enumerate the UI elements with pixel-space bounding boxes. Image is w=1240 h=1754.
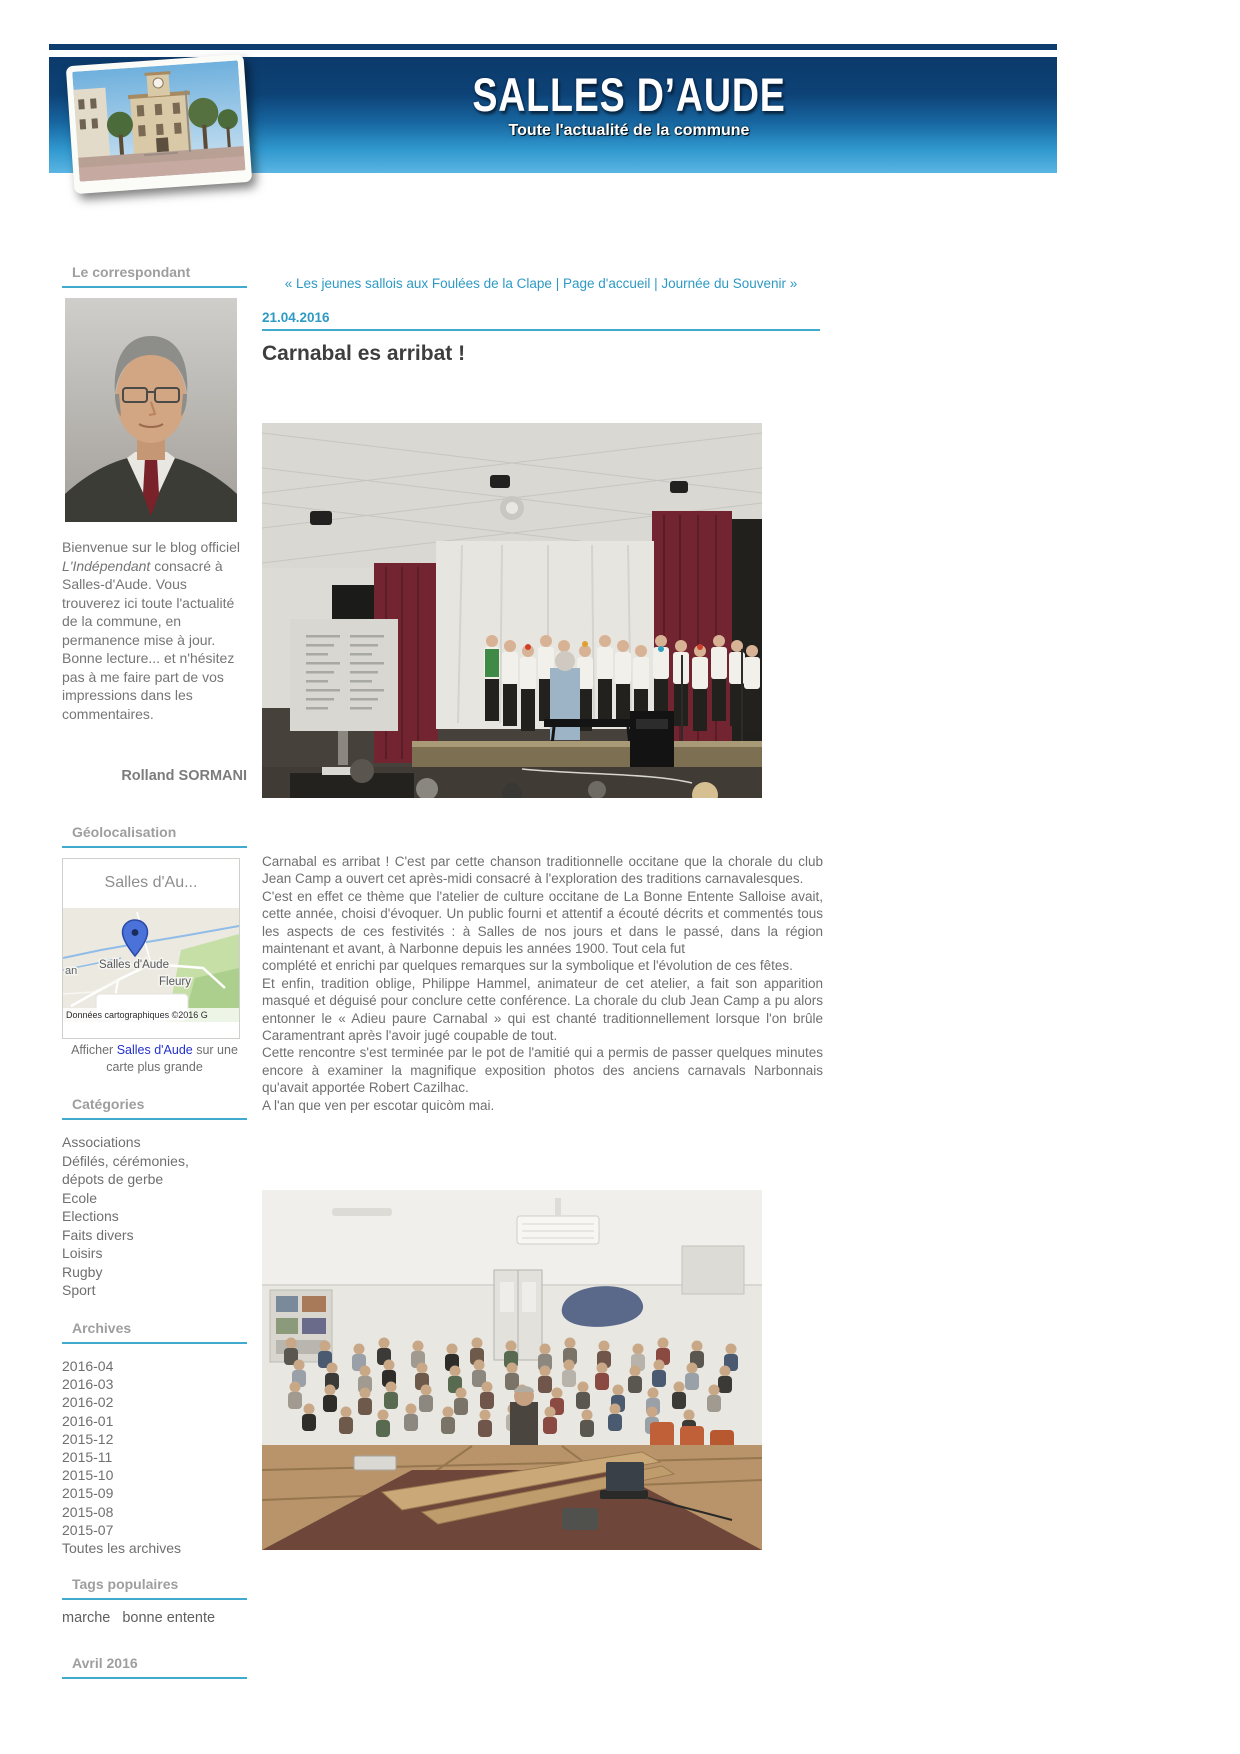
- post-date-rule: [262, 329, 820, 331]
- header-top-rule: [49, 44, 1057, 50]
- article-paragraph: Et enfin, tradition oblige, Philippe Hammel, animateur de cet atelier, a fait son apparition masqué et déguisé pour conclure cette conférence. La chorale du club Jean Camp a pu alors entonner le « Adieu paure Carnabal » qui est chanté traditionnellement lorsque l'on brûle Caramentrant après l'avoir jugé coupable de tout.: [262, 975, 823, 1044]
- correspondent-bio: [62, 538, 245, 723]
- category-link[interactable]: Rugby: [62, 1263, 103, 1280]
- site-title: SALLES D’AUDE: [472, 68, 786, 121]
- article-paragraph: Cette rencontre s'est terminée par le pot de l'amitié qui a permis de passer quelques minutes encore à examiner la magnifique exposition photos des anciens carnavals Narbonnais qu'avait apportée Robert Cazilhac.: [262, 1045, 823, 1096]
- post-date: 21.04.2016: [262, 310, 330, 325]
- article-paragraph: C'est en effet ce thème que l'atelier de culture occitane de La Bonne Entente Salloise avait, cette année, choisi d'évoquer. Un public fourni et attentif a écouté décrits et commentés tous les aspects de ces festivités : à Salles de nos jours et dans le passé, dans la région maintenant et avant, à Narbonne depuis les années 1900. Tout cela fut: [262, 888, 823, 957]
- archive-link[interactable]: 2015-12: [62, 1430, 114, 1447]
- map-canvas[interactable]: [63, 908, 239, 1022]
- archive-link[interactable]: 2016-04: [62, 1358, 114, 1374]
- archive-link[interactable]: 2015-08: [62, 1503, 114, 1520]
- category-link[interactable]: Faits divers: [62, 1226, 134, 1243]
- map-link-before: Afficher: [71, 1043, 117, 1057]
- archive-link[interactable]: Toutes les archives: [62, 1540, 182, 1557]
- correspondent-name: Rolland SORMANI: [121, 768, 247, 784]
- map-link-after: sur une carte plus grande: [106, 1043, 238, 1074]
- category-link[interactable]: Loisirs: [62, 1245, 103, 1261]
- tags-list: [62, 1610, 247, 1626]
- category-link[interactable]: Elections: [62, 1208, 119, 1224]
- tag-link[interactable]: marche: [62, 1610, 111, 1626]
- sidebar-heading-tags: Tags populaires: [62, 1576, 247, 1600]
- article-photo-audience: [262, 1190, 762, 1550]
- categories-list: [62, 1133, 234, 1300]
- archive-link[interactable]: 2015-10: [62, 1467, 114, 1484]
- sidebar-heading-geolocation: Géolocalisation: [62, 824, 247, 848]
- map-link-line: [62, 1042, 247, 1076]
- archive-link[interactable]: 2015-09: [62, 1485, 114, 1502]
- map-label-fleury: Fleury: [159, 976, 191, 988]
- article-paragraph: Carnabal es arribat ! C'est par cette chanson traditionnelle occitane que la chorale du club Jean Camp a ouvert cet après-midi consacré à l'exploration des traditions carnavalesques.: [262, 854, 823, 887]
- correspondent-portrait: [65, 298, 237, 522]
- article-paragraph: A l'an que ven per escotar quicòm mai.: [262, 1097, 495, 1113]
- map-title: Salles d'Au...: [63, 859, 239, 908]
- nav-link-previous-post[interactable]: « Les jeunes sallois aux Foulées de la Clape: [284, 276, 552, 291]
- post-title: Carnabal es arribat !: [262, 342, 466, 365]
- bio-text-before: Bienvenue sur le blog officiel: [62, 539, 240, 555]
- map-label-salles-daude: Salles d'Aude: [99, 959, 169, 971]
- nav-separator: |: [555, 276, 560, 291]
- bio-text-after: consacré à Salles-d'Aude. Vous trouverez ici toute l'actualité de la commune, en permanence mise à jour. Bonne lecture... et n'hésitez pas à me faire part de vos impressions dans les commentaires.: [62, 557, 235, 722]
- bio-text-italic: L'Indépendant: [62, 557, 151, 574]
- map-attribution: Données cartographiques ©2016 G: [63, 1008, 239, 1022]
- nav-separator: |: [654, 276, 658, 291]
- archive-link[interactable]: 2015-07: [62, 1521, 114, 1538]
- category-link[interactable]: Ecole: [62, 1189, 98, 1206]
- map-label-coursan: an: [65, 965, 78, 977]
- article-photo-choir: [262, 423, 762, 798]
- category-link[interactable]: Sport: [62, 1282, 96, 1298]
- sidebar-heading-categories: Catégories: [62, 1096, 247, 1120]
- map-widget: [62, 858, 240, 1039]
- category-link[interactable]: Associations: [62, 1134, 141, 1150]
- sidebar-heading-calendar: Avril 2016: [62, 1655, 247, 1679]
- sidebar-heading-correspondent: Le correspondant: [62, 264, 247, 288]
- article-body: [262, 853, 823, 1114]
- tag-link[interactable]: bonne entente: [122, 1610, 216, 1626]
- category-link[interactable]: Défilés, cérémonies, dépots de gerbe: [62, 1152, 189, 1187]
- nav-link-next-post[interactable]: Journée du Souvenir »: [661, 276, 798, 291]
- archive-link[interactable]: 2016-03: [62, 1376, 114, 1393]
- nav-link-home[interactable]: Page d'accueil: [562, 276, 651, 291]
- site-subtitle: Toute l'actualité de la commune: [508, 122, 750, 139]
- map-link[interactable]: Salles d'Aude: [116, 1043, 193, 1057]
- archive-link[interactable]: 2016-01: [62, 1412, 114, 1429]
- post-navigation: [262, 276, 820, 291]
- archive-link[interactable]: 2015-11: [62, 1449, 113, 1466]
- village-photo-image: [72, 60, 245, 181]
- archive-link[interactable]: 2016-02: [62, 1394, 114, 1411]
- archives-list: [62, 1357, 234, 1557]
- sidebar-heading-archives: Archives: [62, 1320, 247, 1344]
- header-village-photo: [66, 54, 252, 194]
- article-paragraph: complété et enrichi par quelques remarques sur la symbolique et l'évolution de ces fêtes.: [262, 958, 793, 974]
